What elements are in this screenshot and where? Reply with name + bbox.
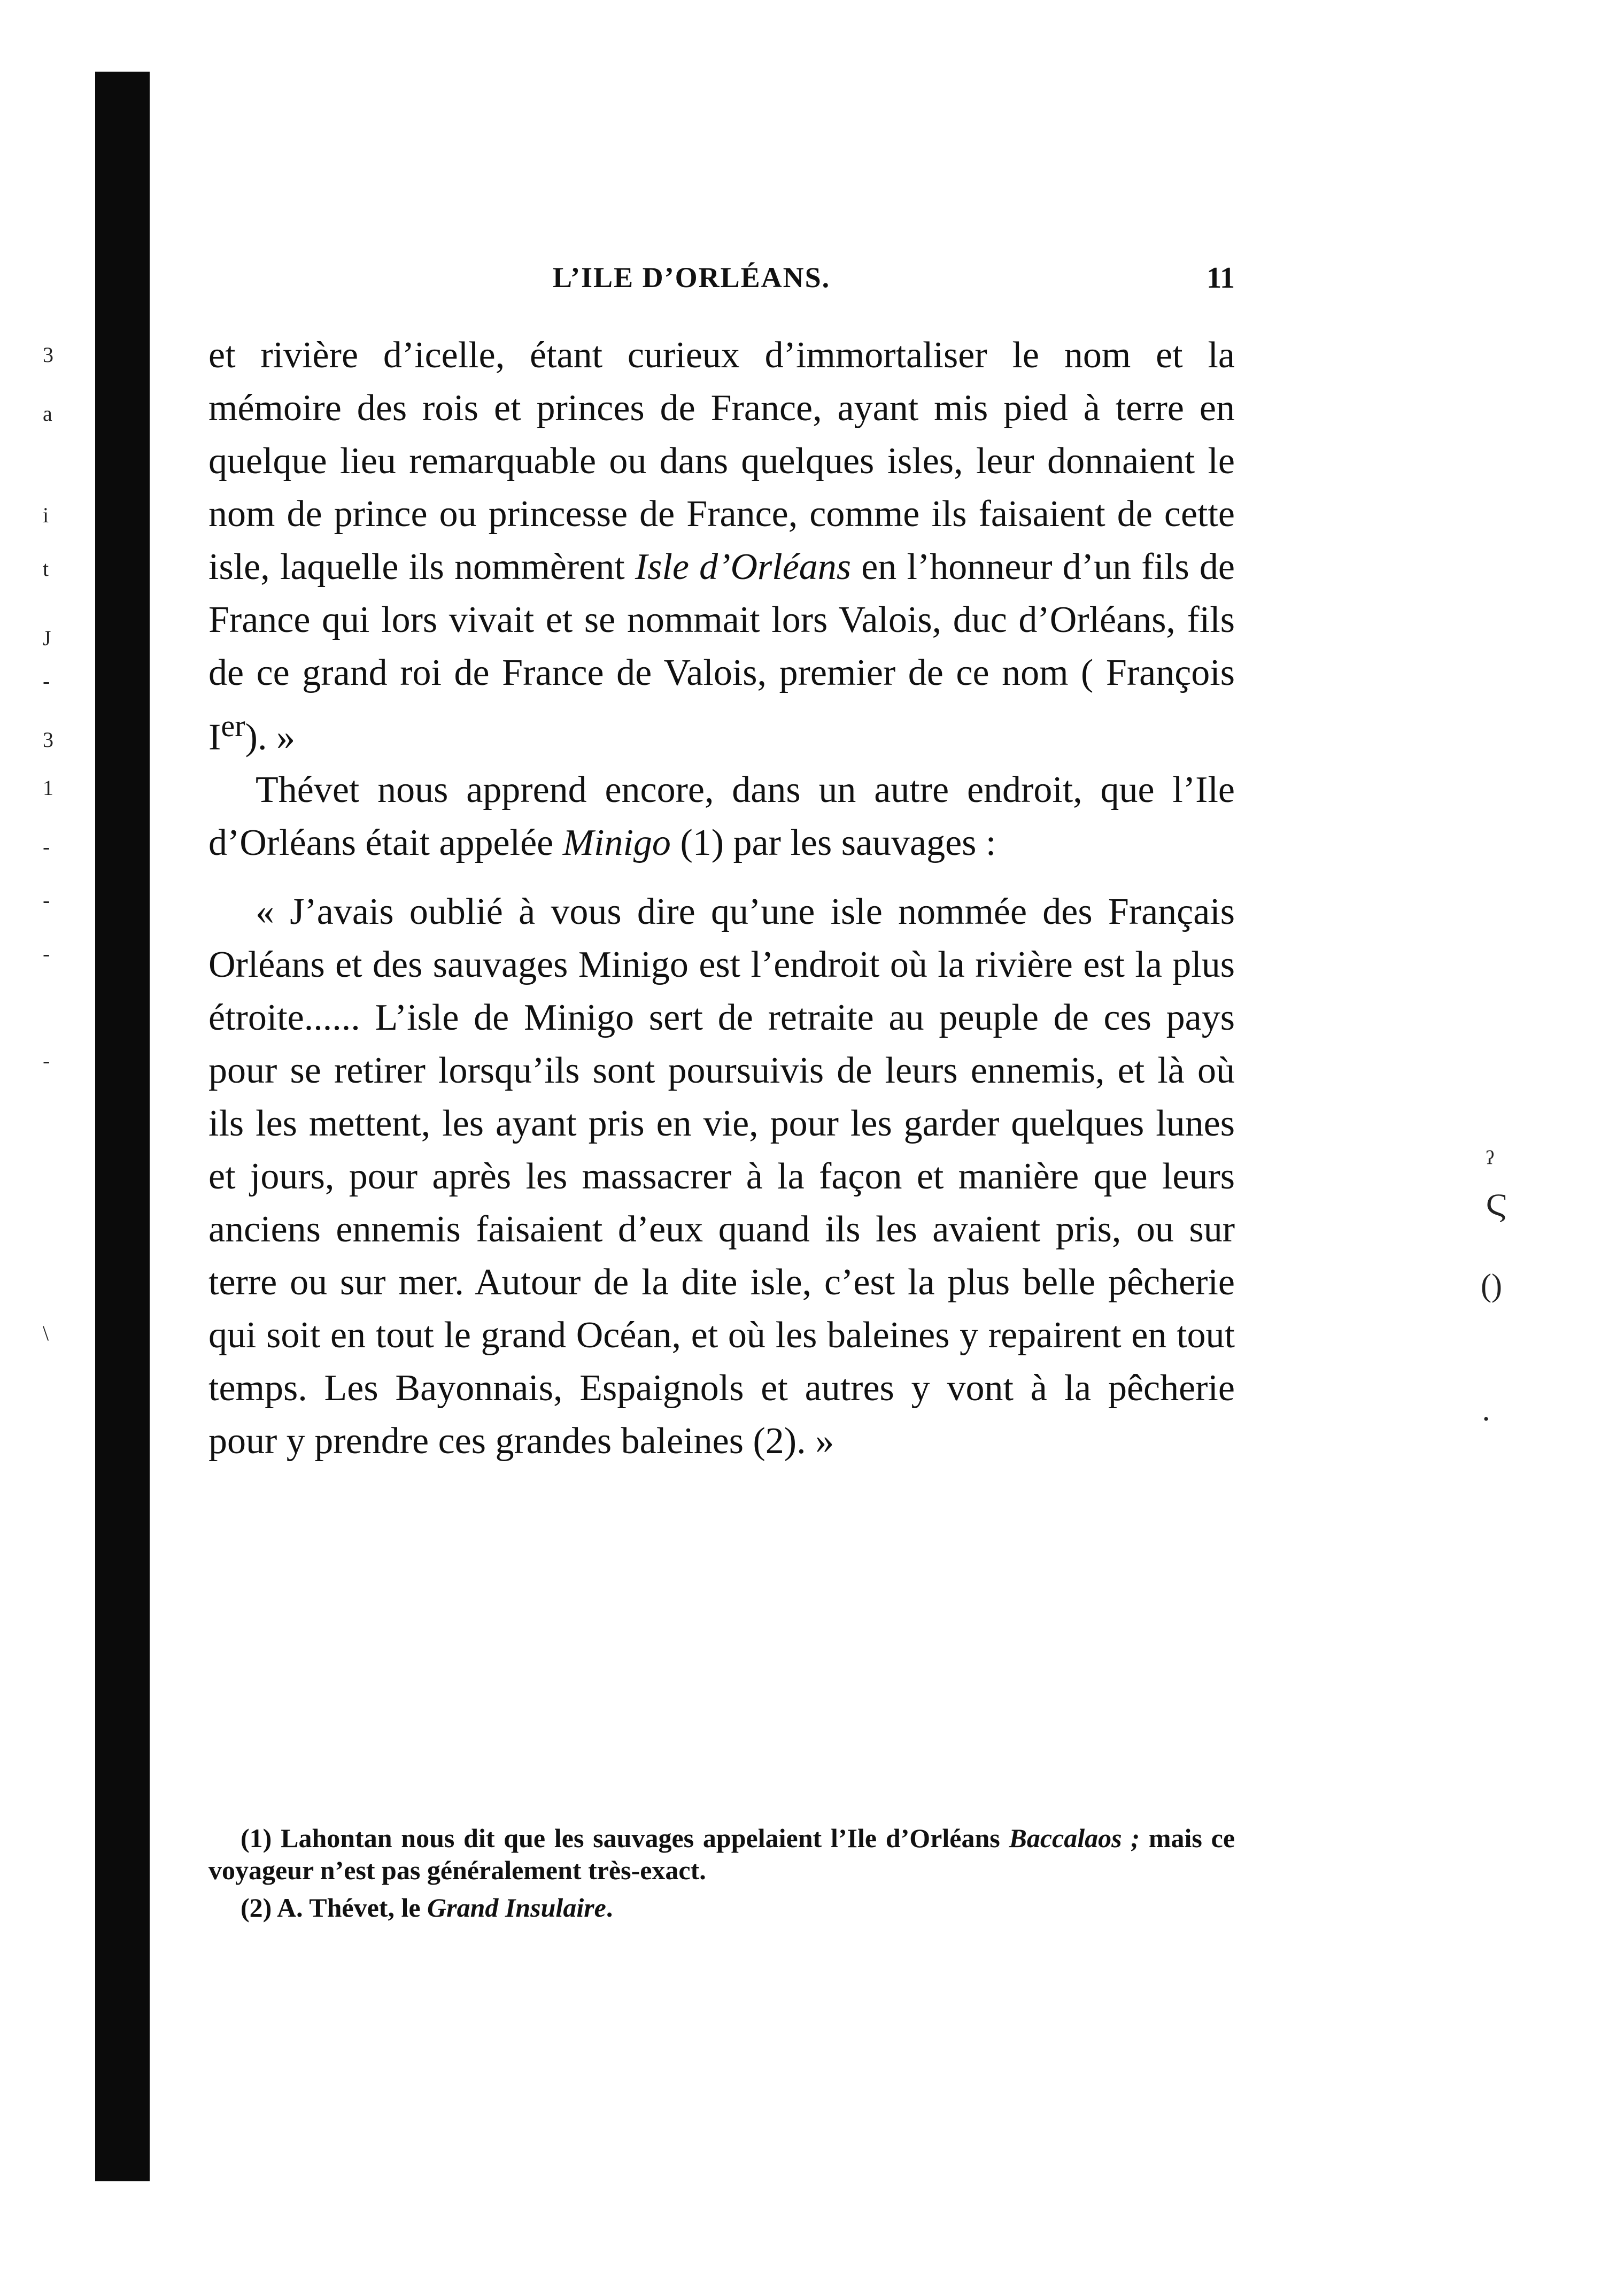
margin-mark: ·	[1481, 1401, 1491, 1437]
margin-mark: -	[43, 1048, 50, 1072]
margin-mark: 1	[43, 776, 53, 800]
margin-mark: Ϛ	[1486, 1187, 1508, 1223]
superscript: er	[221, 708, 245, 743]
margin-mark: t	[43, 557, 49, 581]
text-run: (2) A. Thévet, le	[241, 1893, 428, 1923]
footnote-1	[208, 1822, 1235, 1886]
margin-mark: \	[43, 1321, 49, 1345]
footnotes	[208, 1822, 1235, 1924]
text-run: ). »	[245, 716, 295, 758]
text-run: (1) Lahontan nous dit que les sauvages appelaient l’Ile d’Orléans	[241, 1823, 1009, 1853]
paragraph	[208, 329, 1235, 763]
margin-mark: -	[43, 669, 50, 693]
margin-mark: -	[43, 835, 50, 859]
right-margin-marks	[1475, 1144, 1561, 1946]
text-run: mais ce voyageur n’est pas généralement très-exact.	[208, 1823, 1235, 1885]
margin-mark: -	[43, 888, 50, 912]
italic-run: Grand Insulaire	[427, 1893, 606, 1923]
italic-run: Isle d’Orléans	[635, 546, 852, 588]
paragraph	[208, 763, 1235, 869]
text-run: Thévet nous apprend encore, dans un autre endroit, que l’Ile d’Orléans était appelée	[208, 769, 1235, 864]
page-header	[208, 261, 1235, 309]
margin-mark: 3	[43, 728, 53, 752]
italic-run: Minigo	[562, 822, 671, 864]
italic-run: Baccalaos ;	[1009, 1823, 1140, 1853]
text-run: (1) par les sauvages :	[670, 822, 996, 864]
text-run: en l’honneur d’un fils de France qui lors vivait et se nommait lors Valois, duc d’Orléans, fils de ce grand roi de France de Valois, premier de ce nom ( François I	[208, 546, 1235, 758]
running-title: L’ILE D’ORLÉANS.	[553, 261, 831, 294]
footnote-2	[208, 1892, 1235, 1924]
margin-mark: i	[43, 503, 49, 527]
margin-mark: ()	[1481, 1268, 1502, 1303]
text-run: et rivière d’icelle, étant curieux d’immortaliser le nom et la mémoire des rois et princes de France, ayant mis pied à terre en quelque lieu remarquable ou dans quelques isles, leur donnaient le nom de prince ou princesse de France, comme ils faisaient de cette isle, laquelle ils nommèrent	[208, 335, 1235, 588]
margin-mark: ˀ	[1486, 1145, 1494, 1180]
margin-mark: J	[43, 626, 51, 650]
margin-mark: -	[43, 941, 50, 966]
margin-mark: 3	[43, 343, 53, 367]
body-text	[208, 329, 1235, 1468]
quoted-paragraph: « J’avais oublié à vous dire qu’une isle nommée des Français Orléans et des sauvages Minigo est l’endroit où la rivière est la plus étroite...... L’isle de Minigo sert de retraite au peuple de ces pays pour se retirer lorsqu’ils sont poursuivis de leurs ennemis, et là où ils les mettent, les ayant pris en vie, pour les garder quelques lunes et jours, pour après les massacrer à la façon et manière que leurs anciens ennemis faisaient d’eux quand ils les avaient pris, ou sur terre ou sur mer. Autour de la dite isle, c’est la plus belle pêcherie qui soit en tout le grand Océan, et où les baleines y repairent en tout temps. Les Bayonnais, Espaignols et autres y vont à la pêcherie pour y prendre ces grandes baleines (2). »	[208, 891, 1235, 1462]
left-margin-marks	[32, 342, 80, 1625]
text-run: .	[606, 1893, 613, 1923]
page-number: 11	[1207, 261, 1235, 295]
binding-shadow	[95, 72, 150, 2181]
margin-mark: a	[43, 402, 52, 426]
